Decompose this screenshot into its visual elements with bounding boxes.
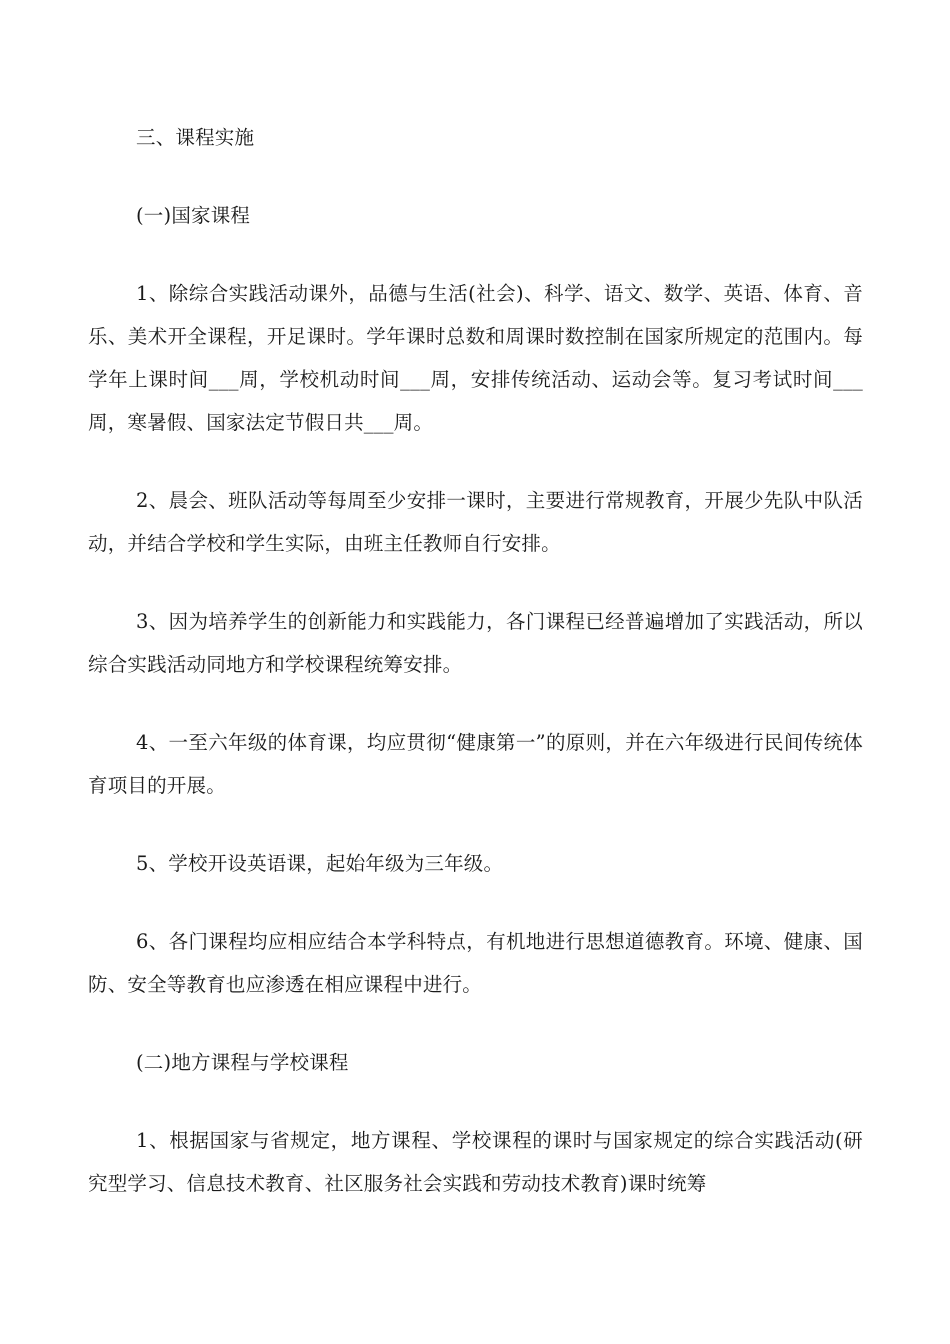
document-body: [88, 116, 863, 1240]
paragraph-national-4: 4、一至六年级的体育课，均应贯彻“健康第一”的原则，并在六年级进行民间传统体育项目的开展。: [88, 731, 863, 797]
paragraph-national-3: 3、因为培养学生的创新能力和实践能力，各门课程已经普遍增加了实践活动，所以综合实践活动同地方和学校课程统筹安排。: [88, 610, 863, 676]
paragraph-national-6: 6、各门课程均应相应结合本学科特点，有机地进行思想道德教育。环境、健康、国防、安全等教育也应渗透在相应课程中进行。: [88, 930, 863, 996]
paragraph-national-1: 1、除综合实践活动课外，品德与生活(社会)、科学、语文、数学、英语、体育、音乐、美术开全课程，开足课时。学年课时总数和周课时数控制在国家所规定的范围内。每学年上课时间___周，学校机动时间___周，安排传统活动、运动会等。复习考试时间___周，寒暑假、国家法定节假日共___周。: [88, 282, 863, 434]
subsection-title-local-school: (二)地方课程与学校课程: [136, 1051, 349, 1074]
paragraph-local-1: 1、根据国家与省规定，地方课程、学校课程的课时与国家规定的综合实践活动(研究型学习、信息技术教育、社区服务社会实践和劳动技术教育)课时统筹: [88, 1129, 863, 1195]
paragraph-national-2: 2、晨会、班队活动等每周至少安排一课时，主要进行常规教育，开展少先队中队活动，并结合学校和学生实际，由班主任教师自行安排。: [88, 489, 863, 555]
paragraph-national-5: 5、学校开设英语课，起始年级为三年级。: [136, 852, 504, 875]
subsection-title-national: (一)国家课程: [136, 204, 251, 227]
section-title: 三、课程实施: [136, 126, 255, 149]
